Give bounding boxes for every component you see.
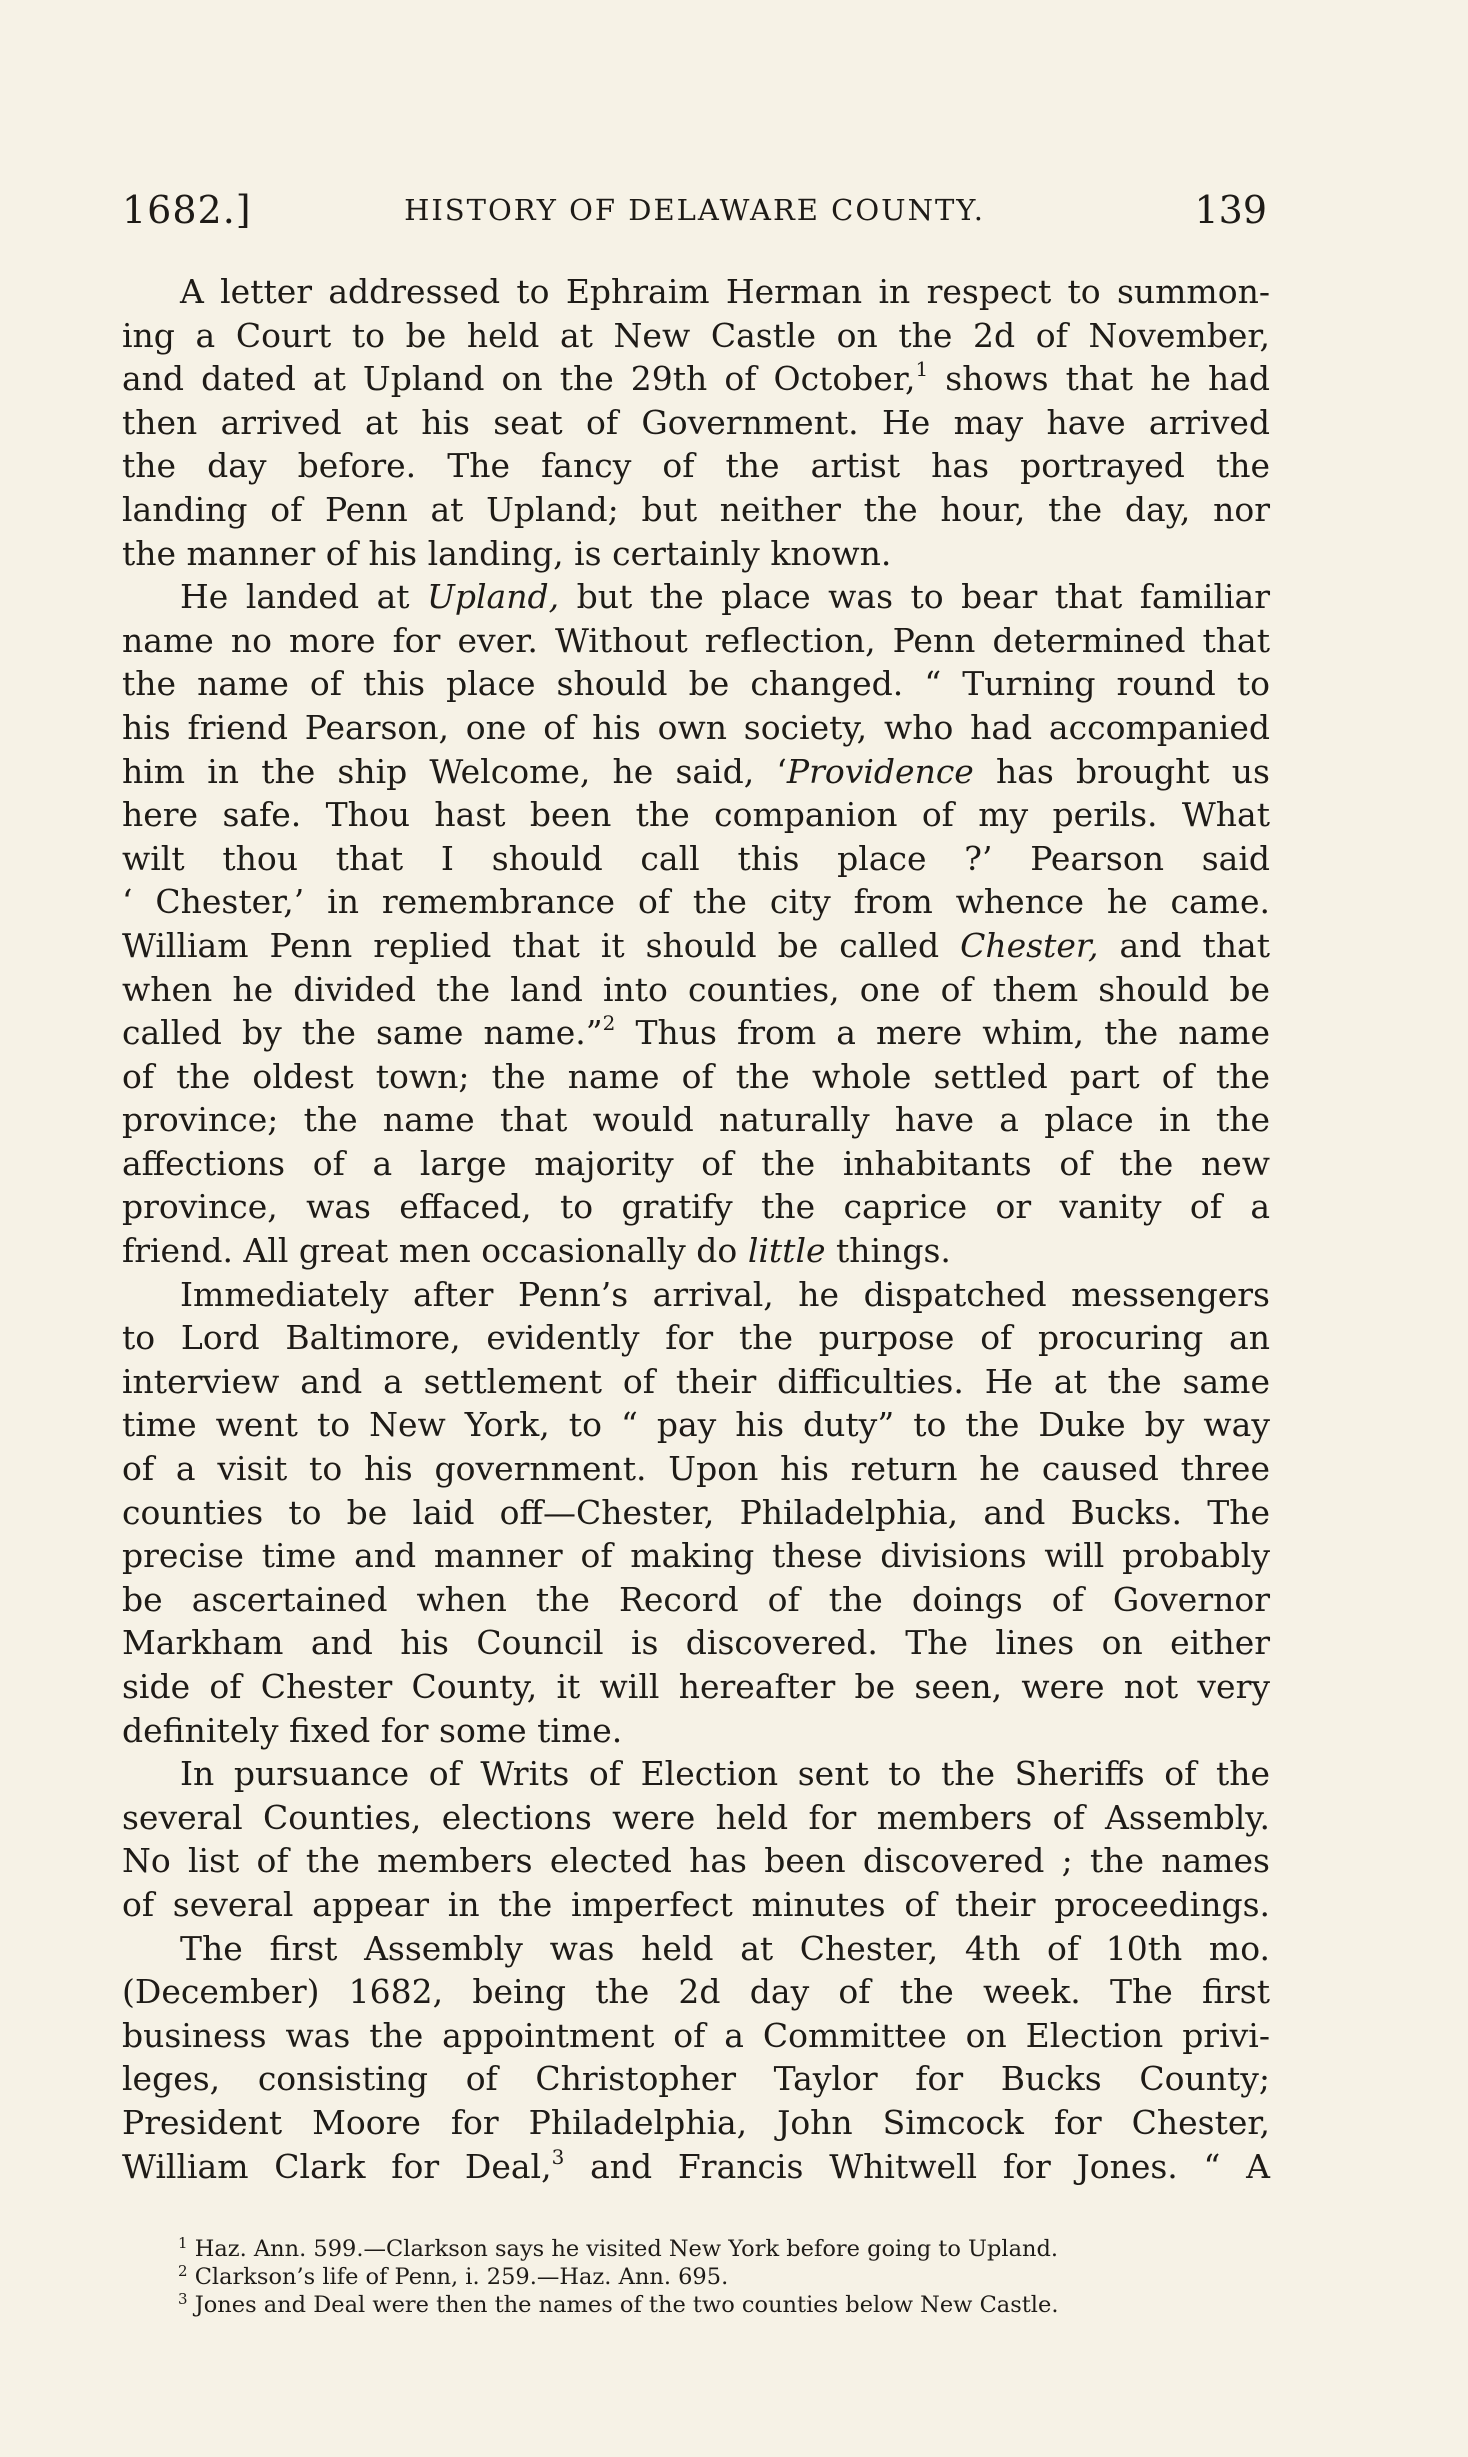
text-segment: William Penn replied that it should be called	[122, 925, 940, 965]
footnote-ref: 1	[915, 357, 929, 382]
text-line	[122, 1011, 1270, 1055]
text-line: (December) 1682, being the 2d day of the week. The first	[122, 1972, 1270, 2012]
text-line: time went to New York, to “ pay his duty” to the Duke by way	[122, 1405, 1270, 1445]
text-segment: him in the ship Welcome, he said, ‘	[122, 751, 787, 791]
text-line: affections of a large majority of the inhabitants of the new	[122, 1143, 1270, 1183]
text-segment: things.	[825, 1231, 951, 1271]
text-line: of the oldest town; the name of the whole settled part of the	[122, 1056, 1270, 1096]
text-segment: friend. All great men occasionally do	[122, 1231, 738, 1271]
text-line: then arrived at his seat of Government. He may have arrived	[122, 402, 1270, 442]
italic-text: Chester,	[960, 925, 1099, 965]
text-line	[122, 357, 1270, 401]
text-segment: called by the same name.”	[122, 1013, 603, 1053]
text-line: several Counties, elections were held for members of Assembly.	[122, 1797, 1270, 1837]
text-line: No list of the members elected has been discovered ; the names	[122, 1841, 1270, 1881]
text-line: wilt thou that I should call this place ?’ Pearson said	[122, 838, 1270, 878]
text-line: of several appear in the imperfect minutes of their proceedings.	[122, 1884, 1270, 1924]
text-segment: has brought us	[973, 751, 1270, 791]
text-line: definitely fixed for some time.	[122, 1710, 623, 1750]
footnote	[178, 2235, 1258, 2263]
page-number: 139	[1194, 188, 1267, 232]
text-segment: but the place was to bear that familiar	[559, 577, 1270, 617]
text-line: business was the appointment of a Committee on Election privi-	[122, 2015, 1270, 2055]
footnotes	[178, 2235, 1258, 2319]
footnote-mark: 1	[178, 2234, 188, 2252]
running-head	[122, 180, 1267, 240]
text-line	[122, 924, 1270, 968]
text-segment: Thus from a mere whim, the name	[615, 1013, 1270, 1053]
text-line: when he divided the land into counties, one of them should be	[122, 969, 1270, 1009]
text-line	[122, 750, 1270, 794]
text-segment: and Francis Whitwell for Jones. “ A	[564, 2146, 1270, 2186]
text-line: ‘ Chester,’ in remembrance of the city from whence he came.	[122, 882, 1270, 922]
text-line: side of Chester County, it will hereafter be seen, were not very	[122, 1667, 1270, 1706]
italic-text: little	[747, 1231, 826, 1271]
text-line: Immediately after Penn’s arrival, he dispatched messengers	[180, 1274, 1270, 1314]
text-line: be ascertained when the Record of the doings of Governor	[122, 1579, 1270, 1619]
footnote	[178, 2291, 1258, 2319]
text-segment: and dated at Upland on the 29th of October,	[122, 359, 916, 399]
text-line: landing of Penn at Upland; but neither the hour, the day, nor	[122, 489, 1270, 529]
italic-text: Upland,	[427, 577, 560, 617]
text-segment: He landed at	[180, 577, 410, 617]
text-line	[122, 2145, 1270, 2189]
running-head-year: 1682.]	[122, 188, 252, 232]
footnote-text: Jones and Deal were then the names of the two counties below New Castle.	[187, 2292, 1059, 2318]
text-segment: and that	[1098, 925, 1270, 965]
body-text	[122, 270, 1270, 2188]
text-line: to Lord Baltimore, evidently for the purpose of procuring an	[122, 1318, 1270, 1358]
footnote-text: Clarkson’s life of Penn, i. 259.—Haz. Ann. 695.	[187, 2264, 729, 2290]
footnote-mark: 3	[178, 2290, 188, 2308]
text-line: ing a Court to be held at New Castle on the 2d of November,	[122, 315, 1270, 355]
text-line: of a visit to his government. Upon his return he caused three	[122, 1449, 1270, 1489]
footnote-ref: 2	[602, 1011, 616, 1036]
footnote-mark: 2	[178, 2262, 188, 2280]
text-line: here safe. Thou hast been the companion of my perils. What	[122, 795, 1270, 835]
text-line: the name of this place should be changed. “ Turning round to	[122, 664, 1270, 704]
italic-text: Providence	[786, 751, 974, 791]
text-line: interview and a settlement of their difficulties. He at the same	[122, 1361, 1270, 1401]
text-line: province; the name that would naturally have a place in the	[122, 1100, 1270, 1140]
text-segment: William Clark for Deal,	[122, 2146, 552, 2186]
running-head-title: HISTORY OF DELAWARE COUNTY.	[404, 193, 985, 227]
text-line	[122, 1229, 1270, 1273]
text-line: In pursuance of Writs of Election sent to the Sheriffs of the	[180, 1754, 1270, 1794]
text-line: President Moore for Philadelphia, John Simcock for Chester,	[122, 2102, 1270, 2142]
footnote-text: Haz. Ann. 599.—Clarkson says he visited New York before going to Upland.	[187, 2236, 1059, 2262]
text-line: the manner of his landing, is certainly known.	[122, 533, 892, 573]
text-line: precise time and manner of making these divisions will probably	[122, 1536, 1270, 1576]
footnote-ref: 3	[551, 2144, 565, 2169]
text-segment: shows that he had	[928, 359, 1271, 399]
text-line: The first Assembly was held at Chester, 4th of 10th mo.	[180, 1928, 1270, 1968]
text-line: counties to be laid off—Chester, Philadelphia, and Bucks. The	[122, 1492, 1270, 1532]
text-line	[122, 575, 1270, 619]
text-line: Markham and his Council is discovered. The lines on either	[122, 1623, 1270, 1663]
text-line: leges, consisting of Christopher Taylor for Bucks County;	[122, 2059, 1270, 2099]
text-line: his friend Pearson, one of his own society, who had accompanied	[122, 707, 1270, 747]
footnote	[178, 2263, 1258, 2291]
text-line: name no more for ever. Without reflection, Penn determined that	[122, 620, 1270, 660]
text-line: the day before. The fancy of the artist has portrayed the	[122, 446, 1270, 486]
text-line: province, was effaced, to gratify the caprice or vanity of a	[122, 1187, 1270, 1227]
text-line: A letter addressed to Ephraim Herman in respect to summon-	[180, 272, 1270, 311]
